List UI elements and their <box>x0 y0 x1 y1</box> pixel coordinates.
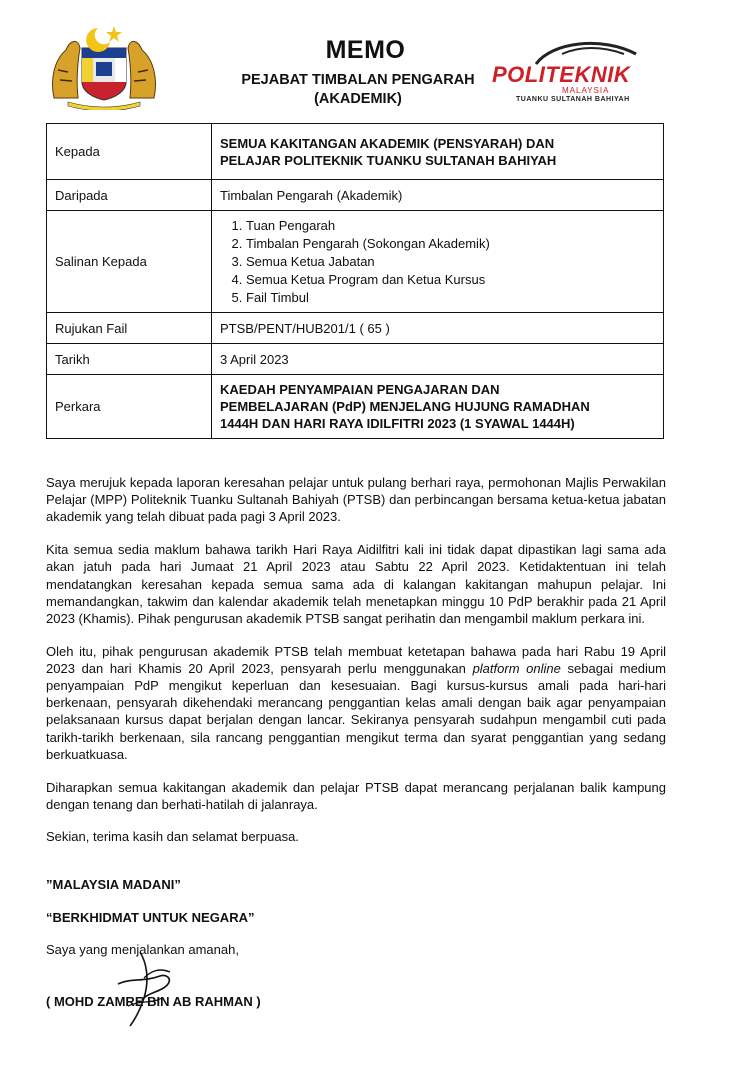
table-row <box>47 180 664 211</box>
memo-title-text: MEMO <box>325 36 406 64</box>
kepada-line-2: PELAJAR POLITEKNIK TUANKU SULTANAH BAHIYAH <box>220 152 557 168</box>
slogan-berkhidmat: “BERKHIDMAT UNTUK NEGARA” <box>46 910 255 925</box>
memo-info-table <box>46 123 664 439</box>
memo-body <box>46 474 666 861</box>
kepada-label: Kepada <box>47 124 212 180</box>
perkara-line-3: 1444H DAN HARI RAYA IDILFITRI 2023 (1 SYAWAL 1444H) <box>220 416 575 431</box>
daripada-label: Daripada <box>47 180 212 211</box>
paragraph-3 <box>46 643 666 763</box>
paragraph-3-part-2: sebagai medium penyampaian PdP mengikut keperluan dan kesesuaian. Bagi kursus-kursus amali pada hari-hari berkenaan, pensyarah dikehendaki merancang penggantian kelas amali dengan baik agar penyampaian pelaksanaan kursus dapat berjalan dengan lancar. Sekiranya pensyarah sudahpun mengambil cuti pada tarikh-tarikh berkenaan, sila rancang penggantian mengikut terma dan syarat penggantian yang sedang berkuatkuasa. <box>46 660 666 762</box>
list-item: 4. Semua Ketua Program dan Ketua Kursus <box>246 271 663 289</box>
perkara-line-2: PEMBELAJARAN (PdP) MENJELANG HUJUNG RAMADHAN <box>220 399 590 414</box>
list-item: 1. Tuan Pengarah <box>246 217 663 235</box>
signature-mark <box>100 948 180 1028</box>
logo-campus: TUANKU SULTANAH BAHIYAH <box>516 96 630 103</box>
perkara-value <box>212 375 664 439</box>
table-row <box>47 375 664 439</box>
list-item: 5. Fail Timbul <box>246 289 663 307</box>
daripada-value: Timbalan Pengarah (Akademik) <box>212 180 664 211</box>
perkara-line-1: KAEDAH PENYAMPAIAN PENGAJARAN DAN <box>220 382 500 397</box>
table-row <box>47 344 664 375</box>
paragraph-2: Kita semua sedia maklum bahawa tarikh Hari Raya Aidilfitri kali ini tidak dapat dipastikan lagi sama ada akan jatuh pada hari Jumaat 21 April 2023 atau Sabtu 22 April 2023. Ketidaktentuan ini telah mendatangkan keresahan kepada semua sama ada di kalangan kakitangan mahupun pelajar. Ini memandangkan, takwim dan kalendar akademik telah menetapkan minggu 10 PdP berakhir pada 21 April 2023 (Khamis). Pihak pengurusan akademik PTSB sangat perihatin dan mengambil maklum perkara ini. <box>46 542 666 626</box>
logo-wordmark: POLITEKNIK <box>492 62 631 87</box>
paragraph-1: Saya merujuk kepada laporan keresahan pelajar untuk pulang berhari raya, permohonan Majlis Perwakilan Pelajar (MPP) Politeknik Tuanku Sultanah Bahiyah (PTSB) dan perbincangan bersama ketua-ketua jabatan akademik yang telah dibuat pada pagi 3 April 2023. <box>46 475 666 525</box>
cc-list <box>220 217 663 307</box>
perkara-label: Perkara <box>47 375 212 439</box>
office-line-2: (AKADEMIK) <box>314 91 402 107</box>
trust-line: Saya yang menjalankan amanah, <box>46 942 239 957</box>
logo-country: MALAYSIA <box>562 86 610 95</box>
paragraph-3-part-1: Oleh itu, pihak pengurusan akademik PTSB telah membuat ketetapan bahawa pada hari Rabu 19 April 2023 dan hari Khamis 20 April 2023, pensyarah perlu menggunakan <box>46 643 666 676</box>
tarikh-value: 3 April 2023 <box>212 344 664 375</box>
kepada-line-1: SEMUA KAKITANGAN AKADEMIK (PENSYARAH) DAN <box>220 135 555 151</box>
coat-of-arms-logo <box>48 20 160 110</box>
rujukan-label: Rujukan Fail <box>47 313 212 344</box>
rujukan-value: PTSB/PENT/HUB201/1 ( 65 ) <box>212 313 664 344</box>
list-item: 3. Semua Ketua Jabatan <box>246 253 663 271</box>
paragraph-4: Diharapkan semua kakitangan akademik dan pelajar PTSB dapat merancang perjalanan balik kampung dengan tenang dan berhati-hatilah di jalanraya. <box>46 779 666 812</box>
politeknik-logo <box>492 40 662 110</box>
table-row <box>47 313 664 344</box>
paragraph-5: Sekian, terima kasih dan selamat berpuasa. <box>46 829 299 845</box>
paragraph-3-italic: platform online <box>472 660 561 676</box>
tarikh-label: Tarikh <box>47 344 212 375</box>
salinan-label: Salinan Kepada <box>47 211 212 313</box>
table-row <box>47 124 664 180</box>
salinan-value <box>212 211 664 313</box>
list-item: 2. Timbalan Pengarah (Sokongan Akademik) <box>246 235 663 253</box>
office-heading <box>200 71 516 109</box>
slogan-malaysia-madani: ”MALAYSIA MADANI” <box>46 877 181 892</box>
table-row <box>47 211 664 313</box>
signatory-name: ( MOHD ZAMRE BIN AB RAHMAN ) <box>46 994 261 1009</box>
kepada-value <box>212 124 664 180</box>
office-line-1: PEJABAT TIMBALAN PENGARAH <box>241 72 475 88</box>
